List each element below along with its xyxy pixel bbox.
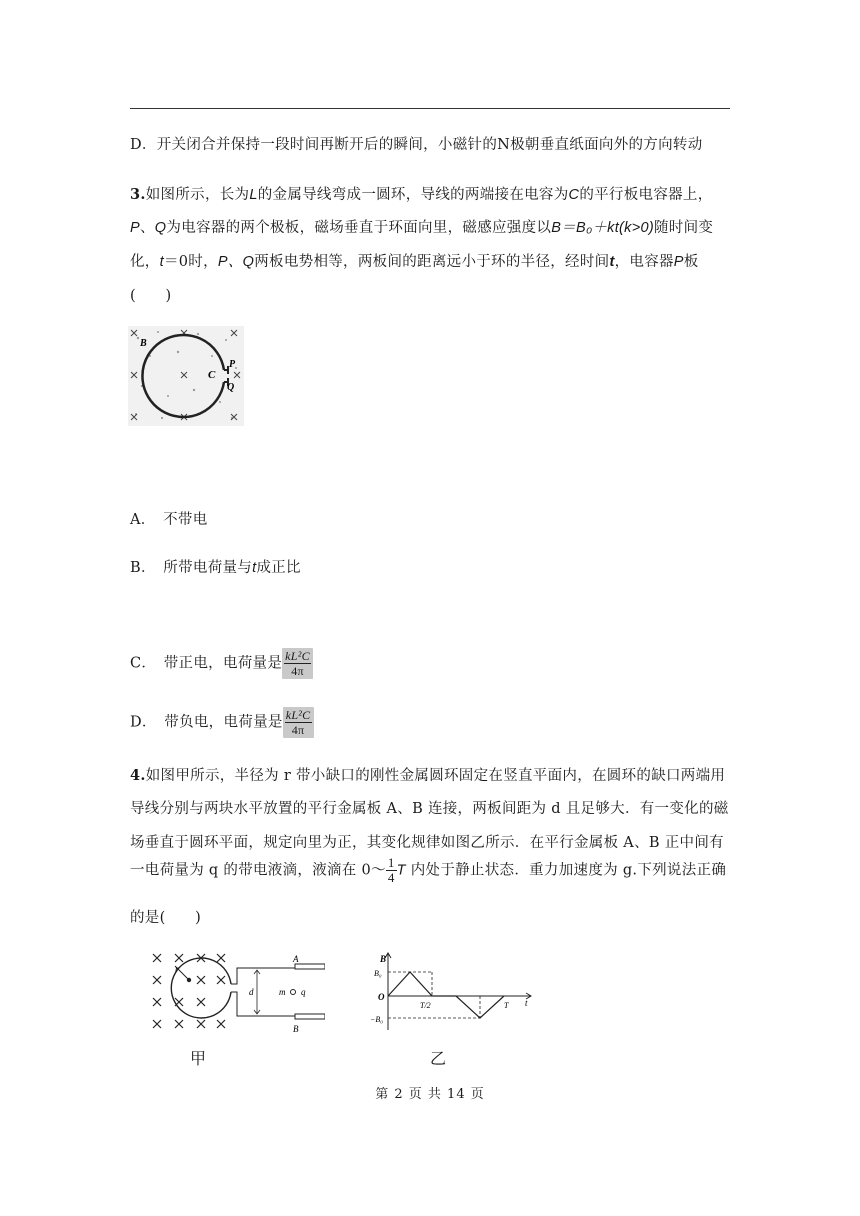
- q3-answer-blank: ( ): [130, 288, 172, 304]
- q3-line-1: 3.如图所示，长为L的金属导线弯成一圆环，导线的两端接在电容为C的平行板电容器上，: [130, 186, 713, 203]
- caption-jia: 甲: [190, 1049, 207, 1068]
- q3-option-c: C． 带正电，电荷量是 $\frac{\text{kL²C}}{4\pi}$: [130, 648, 313, 679]
- q4-ring: [171, 958, 231, 1018]
- q3-label-p: P: [229, 359, 236, 370]
- label-t: t: [525, 998, 528, 1008]
- q4-label-d: d: [249, 987, 254, 997]
- q4-line-3: 场垂直于圆环平面，规定向里为正，其变化规律如图乙所示．在平行金属板 A、B 正中间有: [130, 835, 724, 851]
- q4-droplet: [291, 990, 296, 995]
- q4-line-1: 4.如图甲所示，半径为 r 带小缺口的刚性金属圆环固定在竖直平面内，在圆环的缺口两端用: [130, 767, 726, 784]
- q3-figure-ring-capacitor: [128, 326, 244, 426]
- q3-option-c-fraction: $\frac{\text{kL²C}}{4\pi}$: [282, 648, 313, 679]
- q4-label-b: B: [293, 1024, 299, 1034]
- q4-line-2: 导线分别与两块水平放置的平行金属板 A、B 连接，两板间距为 d 且足够大．有一变化的磁: [130, 801, 729, 817]
- page-footer: 第 2 页 共 14 页: [375, 1087, 485, 1102]
- label-t-period: T: [504, 1001, 509, 1010]
- label-neg-b0: −B₀: [370, 1015, 384, 1024]
- header-rule: [130, 108, 730, 109]
- q4-number: 4.: [130, 767, 146, 784]
- b-curve: [388, 972, 504, 1018]
- q3-label-q: Q: [227, 382, 235, 393]
- q4-label-a: A: [293, 954, 299, 964]
- q4-label-m: m: [279, 987, 286, 997]
- q3-label-c: C: [208, 369, 216, 381]
- label-b0: B₀: [374, 969, 382, 978]
- q3-label-b: B: [140, 338, 147, 349]
- q3-option-b: B． 所带电荷量与t成正比: [130, 560, 301, 576]
- q3-line-2: P、Q为电容器的两个极板，磁场垂直于环面向里，磁感应强度以B＝B₀＋kt(k>0)随时间变: [130, 220, 714, 236]
- q4-figure-jia: [145, 948, 325, 1034]
- q3-line-3: 化，t＝0时，P、Q两板电势相等，两板间的距离远小于环的半径，经时间t，电容器P板: [130, 254, 699, 270]
- label-half-t: T/2: [420, 1001, 431, 1010]
- caption-yi: 乙: [430, 1049, 447, 1068]
- q3-number: 3.: [130, 186, 146, 203]
- q4-line-4: 一电荷量为 q 的带电液滴，液滴在 0～ $\frac{1}{4}$ T 内处于静止状态．重力加速度为 g.下列说法正确: [130, 855, 727, 885]
- q4-figure-yi: [370, 948, 540, 1034]
- q4-field-crosses: [153, 954, 225, 1028]
- q4-label-r: r: [175, 964, 179, 974]
- q3-option-a: A． 不带电: [130, 512, 208, 528]
- q3-option-d: D． 带负电，电荷量是 $\frac{\text{kL²C}}{4\pi}$: [130, 707, 314, 738]
- q4-quarter-fraction: $\frac{1}{4}$: [387, 855, 395, 885]
- q4-plate-b: [295, 1014, 325, 1019]
- q4-plate-a: [295, 964, 325, 969]
- q4-label-q: q: [301, 987, 306, 997]
- q3-option-d-fraction: $\frac{\text{kL²C}}{4\pi}$: [283, 707, 314, 738]
- option-d-previous: D．开关闭合并保持一段时间再断开后的瞬间，小磁针的N极朝垂直纸面向外的方向转动: [130, 137, 703, 153]
- label-b: B: [380, 954, 387, 964]
- label-origin: O: [378, 992, 385, 1002]
- q4-line-5: 的是( ): [130, 910, 202, 926]
